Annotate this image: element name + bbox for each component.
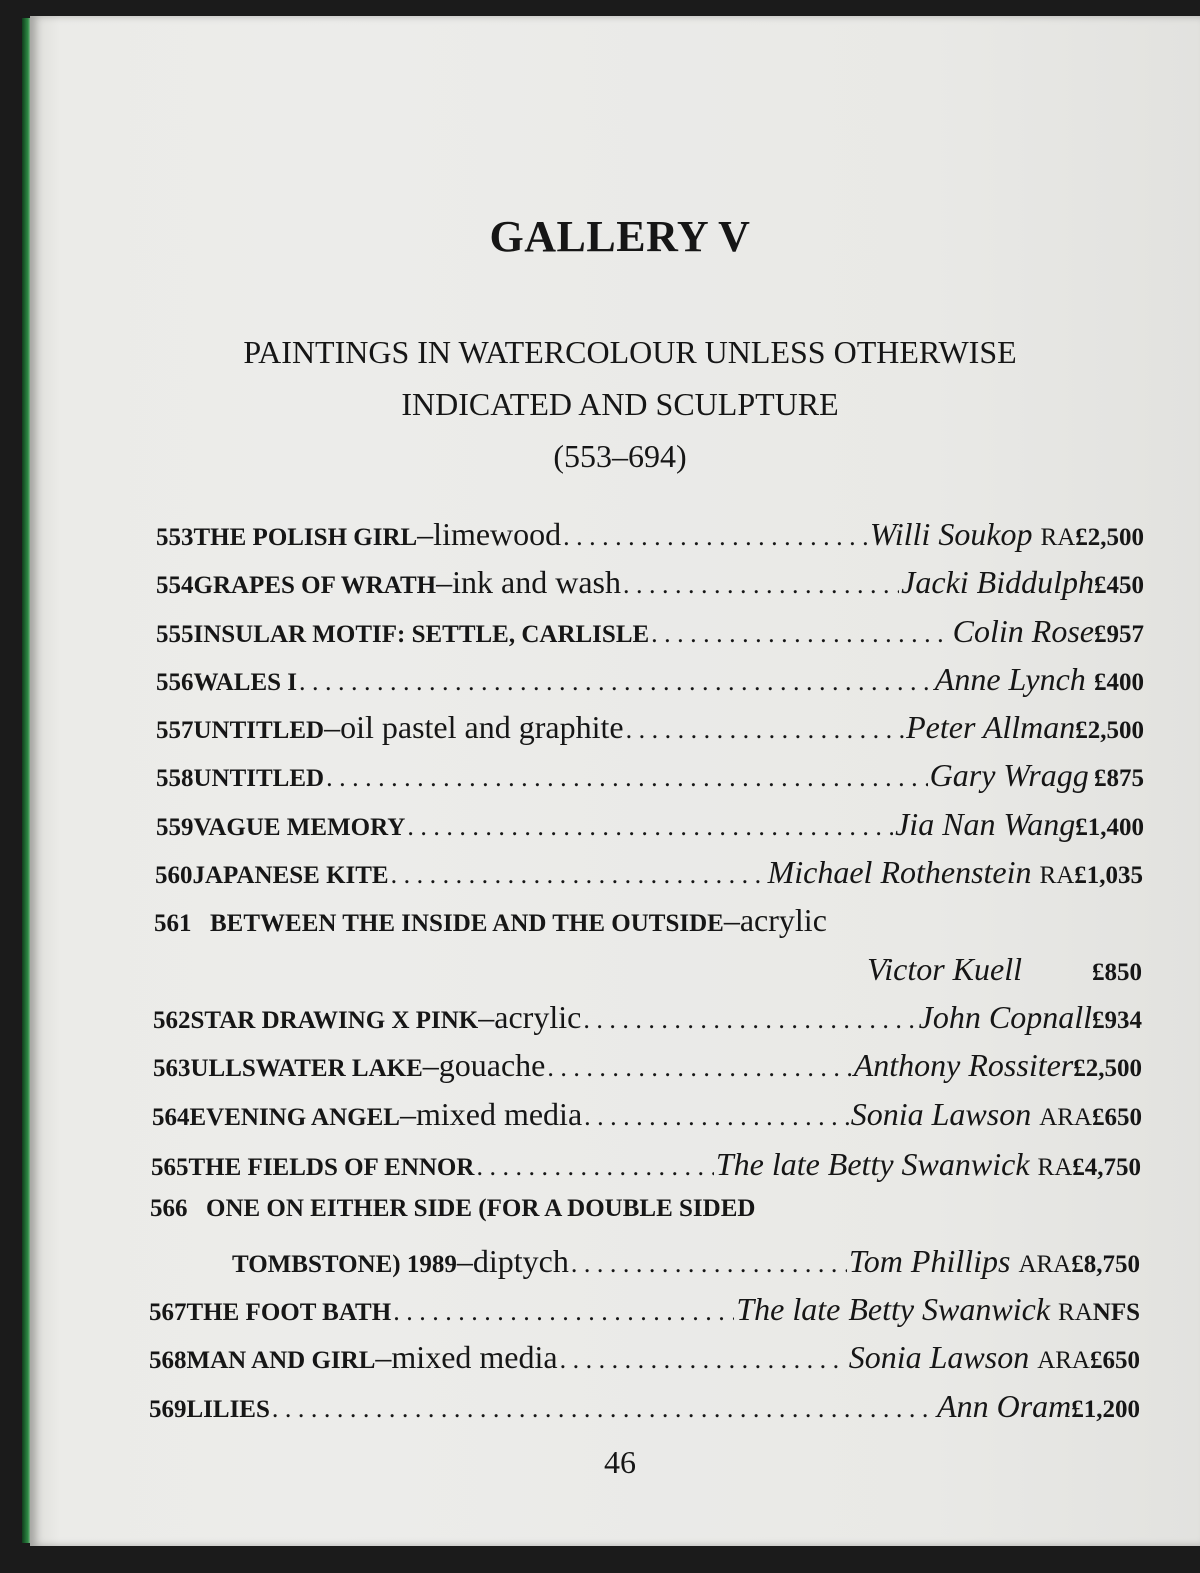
entry-title: BETWEEN THE INSIDE AND THE OUTSIDE xyxy=(210,910,724,937)
entry-artist: The late Betty Swanwick xyxy=(736,1291,1051,1327)
entry-number: 554 xyxy=(156,572,194,599)
entry-price: £1,035 xyxy=(1074,862,1143,889)
entry-honours: RA xyxy=(1040,524,1076,551)
catalogue-entry xyxy=(155,854,1143,898)
catalogue-entry xyxy=(156,806,1144,850)
dot-leader xyxy=(326,763,928,793)
entry-title: ONE ON EITHER SIDE (FOR A DOUBLE SIDED xyxy=(206,1195,756,1222)
catalogue-entry xyxy=(150,1195,1140,1239)
entry-number: 564 xyxy=(152,1104,190,1131)
entry-price: £400 xyxy=(1094,669,1144,696)
catalogue-entry xyxy=(149,1291,1140,1335)
subtitle-line: PAINTINGS IN WATERCOLOUR UNLESS OTHERWISE xyxy=(243,334,1017,370)
catalogue-entry xyxy=(156,661,1144,705)
entry-title-continued: TOMBSTONE) 1989 xyxy=(232,1251,457,1278)
entry-artist: Michael Rothenstein xyxy=(767,854,1032,890)
dot-leader xyxy=(393,1297,734,1327)
entry-price: £650 xyxy=(1092,1104,1142,1131)
entry-title: STAR DRAWING X PINK xyxy=(190,1007,479,1034)
entry-medium: –mixed media xyxy=(375,1339,558,1375)
dot-leader xyxy=(547,1053,851,1083)
entry-title: VAGUE MEMORY xyxy=(193,814,406,841)
entry-honours: ARA xyxy=(1037,1347,1090,1374)
dot-leader xyxy=(407,812,893,842)
dot-leader xyxy=(651,619,951,649)
entry-title: EVENING ANGEL xyxy=(189,1104,400,1131)
dot-leader xyxy=(626,715,905,745)
entry-price: £8,750 xyxy=(1071,1251,1140,1278)
entry-honours: RA xyxy=(1039,862,1075,889)
entry-price: £850 xyxy=(1092,959,1142,986)
entry-number: 568 xyxy=(149,1347,187,1374)
entry-artist: Colin Rose xyxy=(952,613,1094,649)
dot-leader xyxy=(563,522,868,552)
entry-title: WALES I xyxy=(193,669,298,696)
entry-price: £2,500 xyxy=(1075,524,1144,551)
entry-title: MAN AND GIRL xyxy=(186,1347,376,1374)
entry-honours: RA xyxy=(1058,1299,1093,1326)
catalogue-entry-continuation xyxy=(232,1243,1140,1287)
entry-artist: Jacki Biddulph xyxy=(901,564,1094,600)
dot-leader xyxy=(623,570,899,600)
catalogue-entry xyxy=(153,999,1142,1043)
entry-title: JAPANESE KITE xyxy=(192,862,389,889)
catalogue-entry-continuation xyxy=(154,951,1142,995)
catalogue-entry xyxy=(152,1096,1142,1140)
entry-price: £1,400 xyxy=(1075,814,1144,841)
entry-number: 558 xyxy=(156,765,194,792)
entry-title: THE FIELDS OF ENNOR xyxy=(188,1154,475,1181)
dot-leader xyxy=(272,1394,935,1424)
entry-price: NFS xyxy=(1092,1299,1140,1326)
dot-leader xyxy=(571,1249,847,1279)
entry-title: LILIES xyxy=(186,1396,270,1423)
entry-title: THE POLISH GIRL xyxy=(193,524,418,551)
entry-price: £650 xyxy=(1090,1347,1140,1374)
entry-price: £4,750 xyxy=(1072,1154,1141,1181)
entry-title: UNTITLED xyxy=(193,765,325,792)
catalogue-entry xyxy=(156,564,1144,608)
entry-artist: Anne Lynch xyxy=(934,661,1086,697)
dot-leader xyxy=(299,667,933,697)
catalogue-entry xyxy=(156,516,1144,560)
entry-artist: The late Betty Swanwick xyxy=(715,1146,1030,1182)
gallery-title: GALLERY V xyxy=(489,212,751,261)
entry-medium: –diptych xyxy=(456,1243,569,1279)
subtitle-line: (553–694) xyxy=(553,438,687,474)
catalogue-page xyxy=(30,16,1200,1546)
catalogue-entry xyxy=(156,613,1144,657)
entry-number: 559 xyxy=(156,814,194,841)
entry-artist: Jia Nan Wang xyxy=(895,806,1076,842)
entry-artist: Gary Wragg xyxy=(929,757,1089,793)
entry-title: INSULAR MOTIF: SETTLE, CARLISLE xyxy=(193,621,650,648)
catalogue-entry xyxy=(153,1047,1142,1091)
entry-medium: –ink and wash xyxy=(436,564,621,600)
entry-number: 556 xyxy=(156,669,194,696)
subtitle-line: INDICATED AND SCULPTURE xyxy=(401,386,839,422)
entry-honours: ARA xyxy=(1039,1104,1092,1131)
entry-artist: Ann Oram xyxy=(937,1388,1072,1424)
entry-number: 563 xyxy=(153,1055,191,1082)
catalogue-entry xyxy=(149,1339,1140,1383)
entry-medium: –acrylic xyxy=(723,902,827,938)
entry-number: 560 xyxy=(155,862,193,889)
dot-leader xyxy=(584,1102,849,1132)
entry-price: £875 xyxy=(1094,765,1144,792)
dot-leader xyxy=(476,1152,713,1182)
entry-number: 565 xyxy=(151,1154,189,1181)
entry-number: 557 xyxy=(156,717,194,744)
entry-price: £934 xyxy=(1092,1007,1142,1034)
entry-artist: Sonia Lawson xyxy=(848,1339,1030,1375)
entry-number: 553 xyxy=(156,524,194,551)
section-subtitle xyxy=(30,326,1200,482)
page-number: 46 xyxy=(604,1444,636,1480)
entry-title: ULLSWATER LAKE xyxy=(190,1055,423,1082)
entry-price: £2,500 xyxy=(1073,1055,1142,1082)
entry-medium: –acrylic xyxy=(478,999,582,1035)
dot-leader xyxy=(391,860,766,890)
entry-number: 567 xyxy=(149,1299,187,1326)
entry-medium: –oil pastel and graphite xyxy=(324,709,624,745)
entry-number: 562 xyxy=(153,1007,191,1034)
entry-artist: Peter Allman xyxy=(906,709,1076,745)
entry-price: £2,500 xyxy=(1075,717,1144,744)
entry-medium: –mixed media xyxy=(399,1096,583,1132)
entry-medium: –gouache xyxy=(422,1047,546,1083)
catalogue-entry xyxy=(149,1388,1140,1432)
entry-artist: Tom Phillips xyxy=(848,1243,1011,1279)
entry-title: UNTITLED xyxy=(193,717,325,744)
entry-number: 555 xyxy=(156,621,194,648)
entry-number: 569 xyxy=(149,1396,187,1423)
entry-price: £1,200 xyxy=(1071,1396,1140,1423)
entry-number: 561 xyxy=(154,910,192,937)
catalogue-entry xyxy=(151,1146,1141,1190)
entry-artist: Sonia Lawson xyxy=(850,1096,1032,1132)
catalogue-entry xyxy=(154,902,1142,946)
catalogue-entry xyxy=(156,709,1144,753)
entry-price: £957 xyxy=(1094,621,1144,648)
entry-number: 566 xyxy=(150,1195,188,1222)
dot-leader xyxy=(583,1005,916,1035)
dot-leader xyxy=(560,1345,847,1375)
entry-artist: Victor Kuell xyxy=(867,951,1022,987)
entry-artist: John Copnall xyxy=(918,999,1092,1035)
entry-title: GRAPES OF WRATH xyxy=(193,572,437,599)
entry-honours: ARA xyxy=(1018,1251,1072,1278)
catalogue-entry xyxy=(156,757,1144,801)
entry-honours: RA xyxy=(1037,1154,1073,1181)
entry-artist: Anthony Rossiter xyxy=(853,1047,1074,1083)
entry-medium: –limewood xyxy=(417,516,562,552)
entry-title: THE FOOT BATH xyxy=(186,1299,392,1326)
entry-price: £450 xyxy=(1094,572,1144,599)
entry-artist: Willi Soukop xyxy=(869,516,1033,552)
